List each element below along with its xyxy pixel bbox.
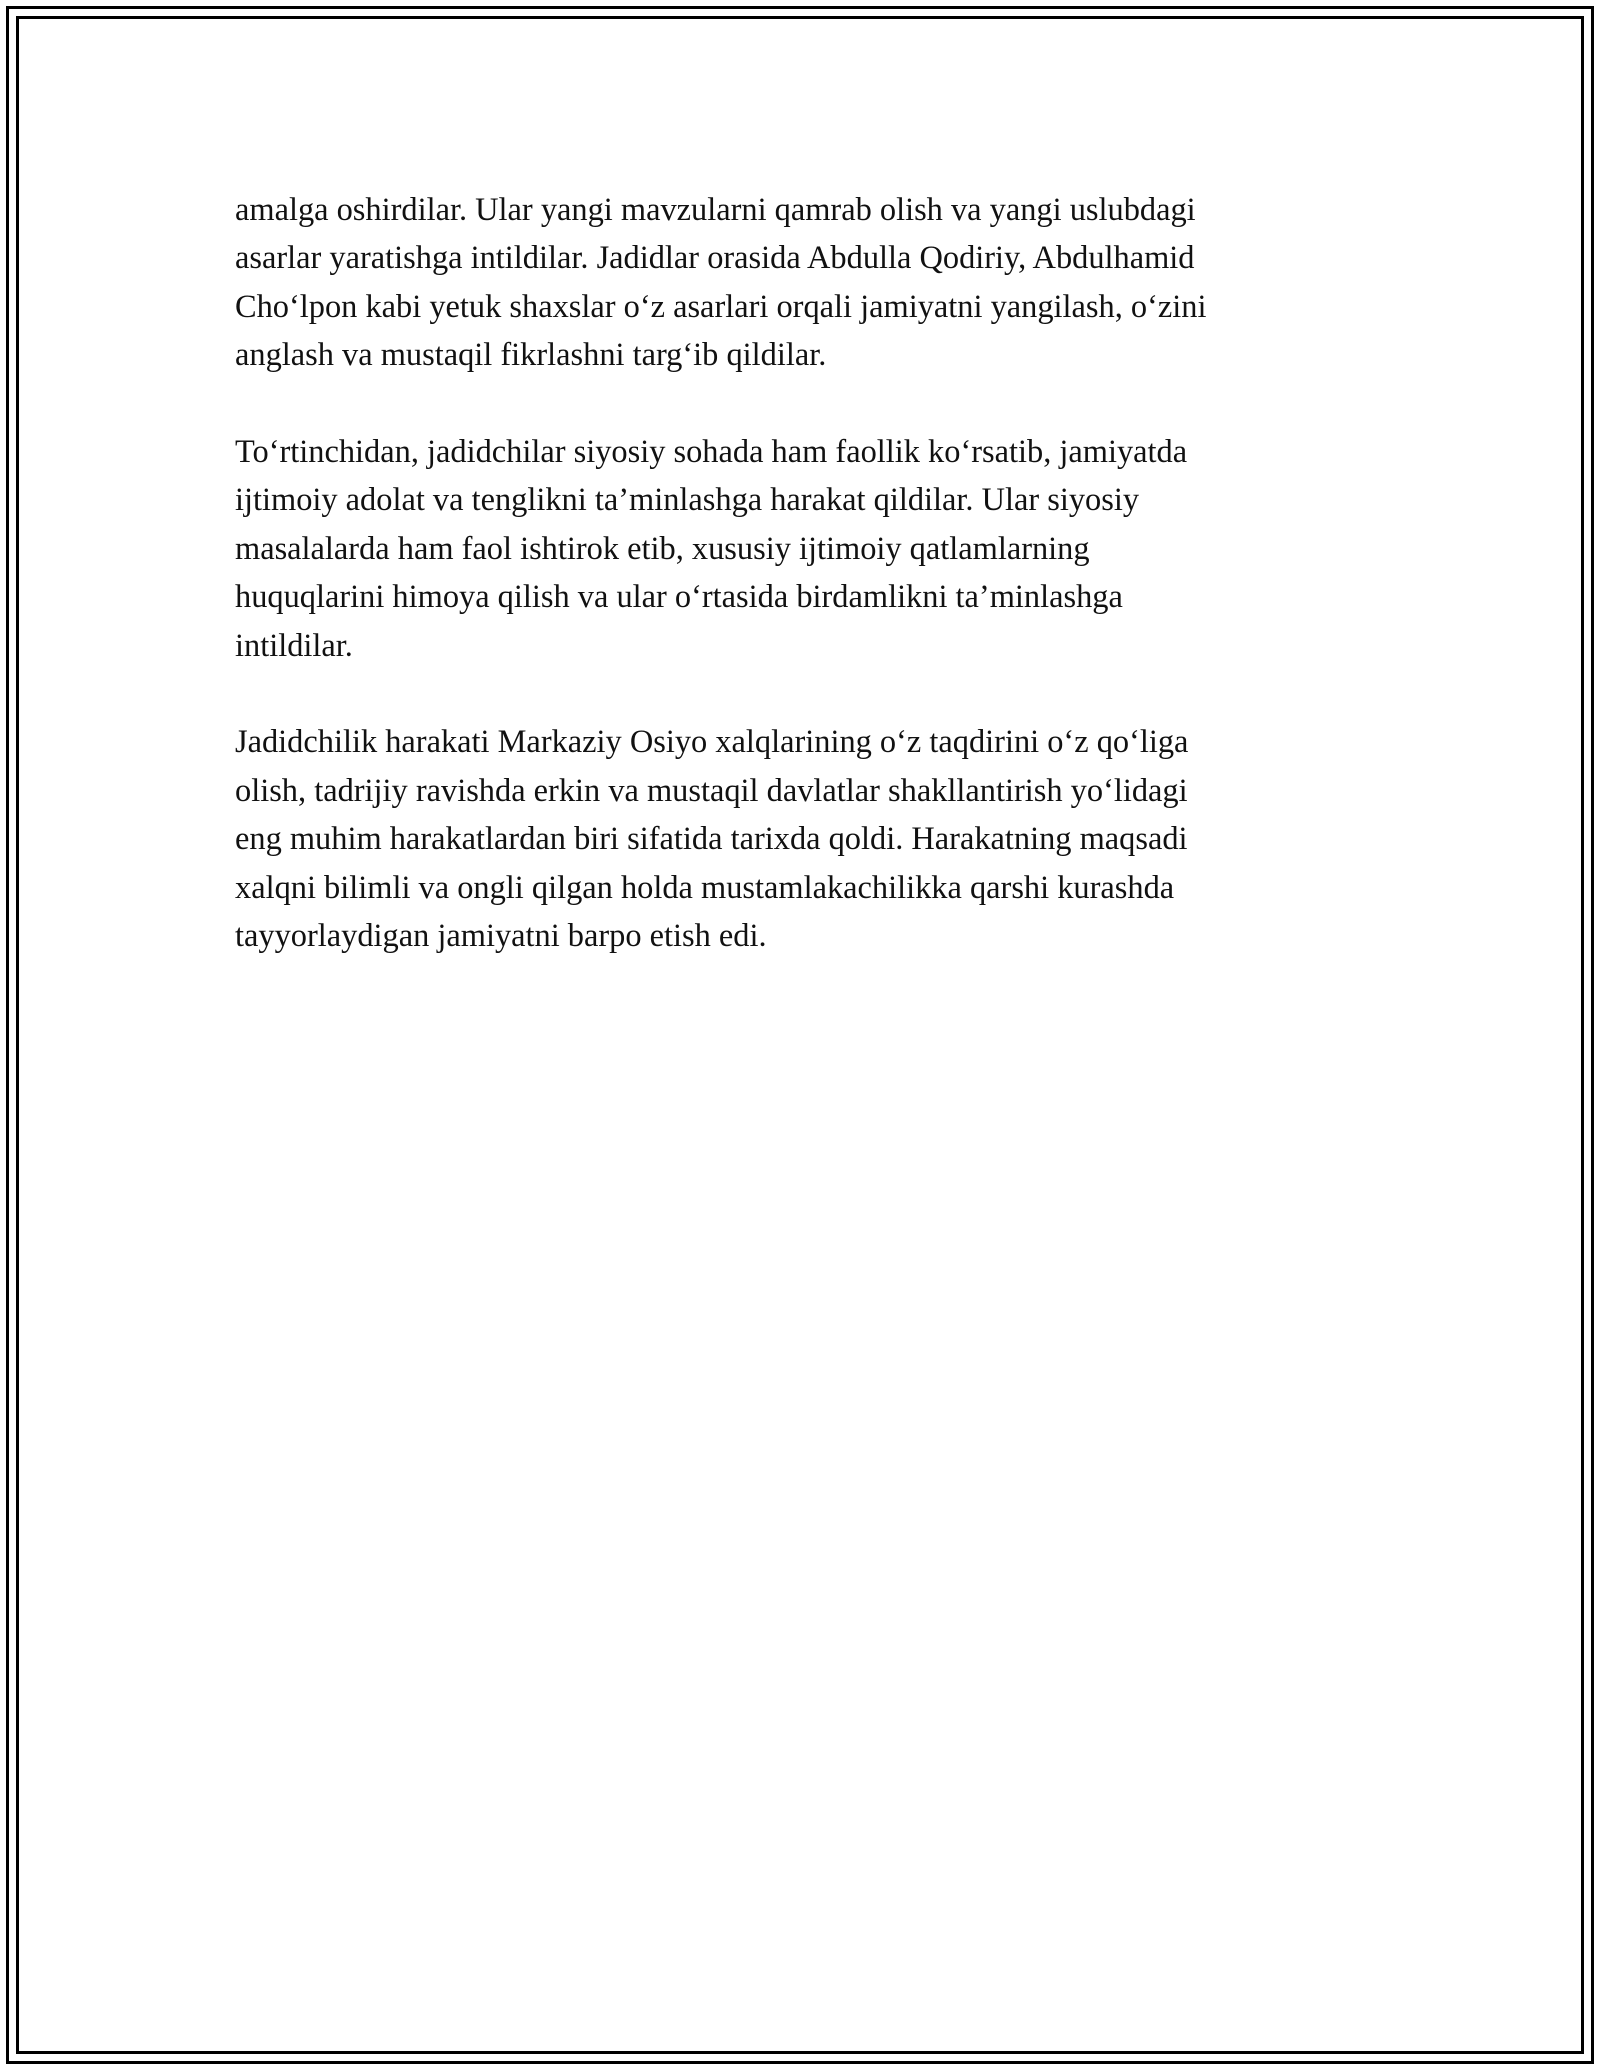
paragraph-2: [235, 428, 1345, 670]
text-line: tayyorlaydigan jamiyatni barpo etish edi.: [235, 918, 767, 955]
text-line: asarlar yaratishga intildilar. Jadidlar orasida Abdulla Qodiriy, Abdulhamid: [235, 240, 1195, 277]
text-line: Jadidchilik harakati Markaziy Osiyo xalqlarining o‘z taqdirini o‘z qo‘liga: [235, 724, 1189, 761]
text-line: intildilar.: [235, 627, 353, 664]
text-line: xalqni bilimli va ongli qilgan holda mustamlakachilikka qarshi kurashda: [235, 869, 1175, 906]
text-line: ijtimoiy adolat va tenglikni ta’minlashga harakat qildilar. Ular siyosiy: [235, 482, 1140, 519]
text-line: amalga oshirdilar. Ular yangi mavzularni qamrab olish va yangi uslubdagi: [235, 192, 1196, 228]
text-line: anglash va mustaqil fikrlashni targ‘ib qildilar.: [235, 337, 827, 374]
text-line: huquqlarini himoya qilish va ular o‘rtasida birdamlikni ta’minlashga: [235, 579, 1123, 616]
text-line: eng muhim harakatlardan biri sifatida tarixda qoldi. Harakatning maqsadi: [235, 821, 1188, 858]
document-body: [235, 186, 1345, 1009]
text-line: Cho‘lpon kabi yetuk shaxslar o‘z asarlari orqali jamiyatni yangilash, o‘zini: [235, 288, 1207, 325]
text-line: masalalarda ham faol ishtirok etib, xususiy ijtimoiy qatlamlarning: [235, 530, 1090, 567]
text-line: olish, tadrijiy ravishda erkin va mustaqil davlatlar shakllantirish yo‘lidagi: [235, 772, 1188, 809]
paragraph-3: [235, 718, 1345, 960]
text-line: To‘rtinchidan, jadidchilar siyosiy sohada ham faollik ko‘rsatib, jamiyatda: [235, 434, 1188, 471]
paragraph-1: [235, 186, 1345, 380]
